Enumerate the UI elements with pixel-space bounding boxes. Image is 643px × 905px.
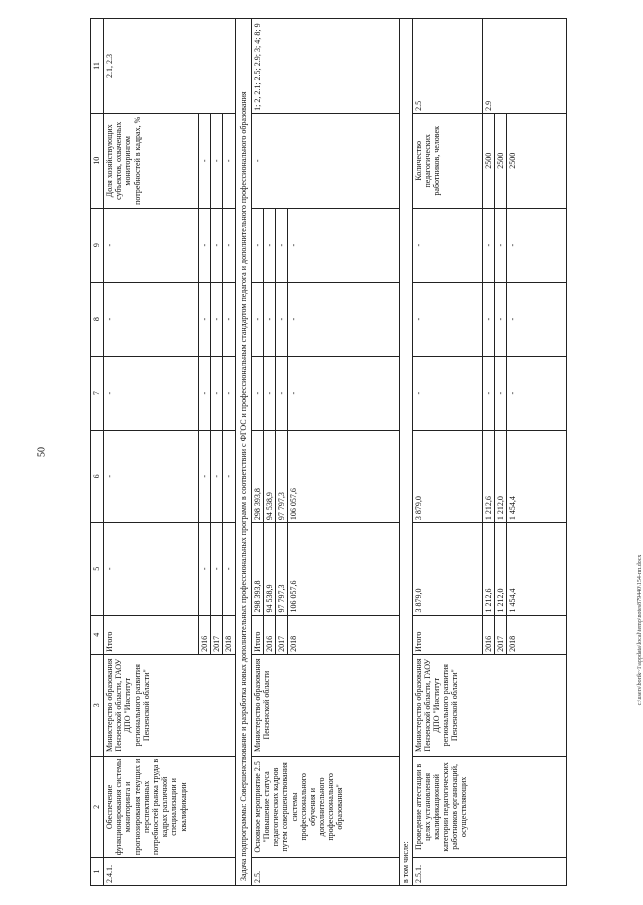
reference-cell: 2.9 [482,19,566,114]
value-cell: - [506,356,566,430]
row-number: 2.5.1. [412,858,566,886]
year-cell: Итого [104,615,199,654]
including-row [400,19,412,886]
value-cell: - [251,208,263,282]
executor: Министерство образования Пензенской области [251,654,400,756]
table-row [251,19,263,886]
value-cell: - [276,356,288,430]
value-cell: 97 797,3 [276,430,288,522]
value-cell: - [211,430,223,522]
value-cell: - [199,430,211,522]
value-cell: - [199,282,211,356]
value-cell: - [412,208,482,282]
reference-cell: 2.5 [412,19,482,114]
reference-cell: 2.1, 2.3 [104,19,236,114]
activity-name: Основное мероприятие 2.5 "Повышение статуса педагогических кадров путем совершенствования системы профессионального обучения и дополнительного профессионального образования" [251,756,400,858]
value-cell: 94 538,9 [263,523,275,615]
value-cell: 97 797,3 [276,523,288,615]
value-cell: - [288,208,400,282]
including-label: в том числе: [400,19,412,886]
value-cell: - [211,282,223,356]
col-header: 1 [91,858,104,886]
col-header: 6 [91,430,104,522]
col-header: 3 [91,654,104,756]
value-cell: - [506,208,566,282]
reference-cell: 1; 2, 2.1; 2.5; 2.9; 3; 4; 8; 9 [251,19,400,114]
value-cell: - [104,356,199,430]
activity-name: Проведение аттестации в целях установления квалификационной категории педагогических работников организаций, осуществляющих [412,756,566,858]
year-cell: 2018 [288,615,400,654]
value-cell: - [223,208,235,282]
value-cell: - [211,523,223,615]
value-cell: - [104,282,199,356]
value-cell: 298 393,8 [251,523,263,615]
value-cell: 3 879,0 [412,523,482,615]
value-cell: - [494,208,506,282]
value-cell: 106 057,6 [288,430,400,522]
value-cell: - [494,282,506,356]
value-cell: 1 212,6 [482,523,494,615]
activity-name: Обеспечение функционирования системы мониторинга и прогнозирования текущих и перспективных потребностей рынка труда в кадрах различной специализации и квалификации [104,756,236,858]
year-cell: 2018 [223,615,235,654]
value-cell: - [482,208,494,282]
value-cell: - [211,208,223,282]
value-cell: - [288,356,400,430]
indicator-name: Количество педагогических работников, человек [412,113,482,208]
value-cell: - [263,208,275,282]
value-cell: 1 454,4 [506,523,566,615]
row-number: 2.4.1. [104,858,236,886]
year-cell: Итого [412,615,482,654]
value-cell: 2500 [494,113,506,208]
column-number-row [91,19,104,886]
year-cell: 2017 [211,615,223,654]
value-cell: - [199,523,211,615]
year-cell: 2018 [506,615,566,654]
value-cell: - [104,430,199,522]
rotated-table-wrapper [90,18,640,886]
value-cell: - [223,113,235,208]
indicator-name: - [251,113,400,208]
value-cell: - [412,282,482,356]
value-cell: 1 212,0 [494,430,506,522]
value-cell: - [223,356,235,430]
value-cell: - [263,282,275,356]
col-header: 10 [91,113,104,208]
value-cell: - [104,523,199,615]
value-cell: - [211,113,223,208]
value-cell: 1 454,4 [506,430,566,522]
col-header: 4 [91,615,104,654]
table-row [104,19,199,886]
year-cell: 2017 [276,615,288,654]
value-cell: - [482,282,494,356]
value-cell: - [223,282,235,356]
executor: Министерство образования Пензенской области, ГАОУ ДПО "Институт регионального развития Пензенской области" [412,654,566,756]
col-header: 11 [91,19,104,114]
value-cell: - [494,356,506,430]
value-cell: 2500 [506,113,566,208]
value-cell: - [199,113,211,208]
year-cell: 2016 [482,615,494,654]
value-cell: - [251,356,263,430]
value-cell: - [263,356,275,430]
task-text: Задача подпрограммы: Совершенствование и разработка новых дополнительных профессиональных программ в соответствии с ФГОС и профессиональным стандартом педагога и дополнительного профессионального образования [235,19,251,886]
value-cell: - [211,356,223,430]
executor: Министерство образования Пензенской области, ГАОУ ДПО "Институт регионального развития Пензенской области" [104,654,236,756]
row-number: 2.5. [251,858,400,886]
file-path-footer: c:\users\borik~1\appdata\local\temp\notes879440\154-пп.docx [637,554,643,706]
value-cell: - [104,208,199,282]
value-cell: - [506,282,566,356]
year-cell: 2016 [263,615,275,654]
value-cell: - [251,282,263,356]
value-cell: - [412,356,482,430]
col-header: 2 [91,756,104,858]
program-table [90,18,567,886]
task-row [235,19,251,886]
value-cell: 3 879,0 [412,430,482,522]
value-cell: - [199,208,211,282]
year-cell: Итого [251,615,263,654]
col-header: 7 [91,356,104,430]
year-cell: 2017 [494,615,506,654]
value-cell: - [223,523,235,615]
indicator-name: Доля хозяйствующих субъектов, охваченных мониторингом потребностей в кадрах, % [104,113,199,208]
value-cell: - [276,208,288,282]
table-row [412,19,482,886]
value-cell: 1 212,0 [494,523,506,615]
col-header: 5 [91,523,104,615]
value-cell: - [276,282,288,356]
value-cell: 2500 [482,113,494,208]
value-cell: - [288,282,400,356]
page-number: 50 [36,447,48,457]
value-cell: 94 538,9 [263,430,275,522]
col-header: 8 [91,282,104,356]
year-cell: 2016 [199,615,211,654]
value-cell: - [482,356,494,430]
value-cell: - [223,430,235,522]
value-cell: 1 212,6 [482,430,494,522]
value-cell: 298 393,8 [251,430,263,522]
value-cell: - [199,356,211,430]
value-cell: 106 057,6 [288,523,400,615]
col-header: 9 [91,208,104,282]
